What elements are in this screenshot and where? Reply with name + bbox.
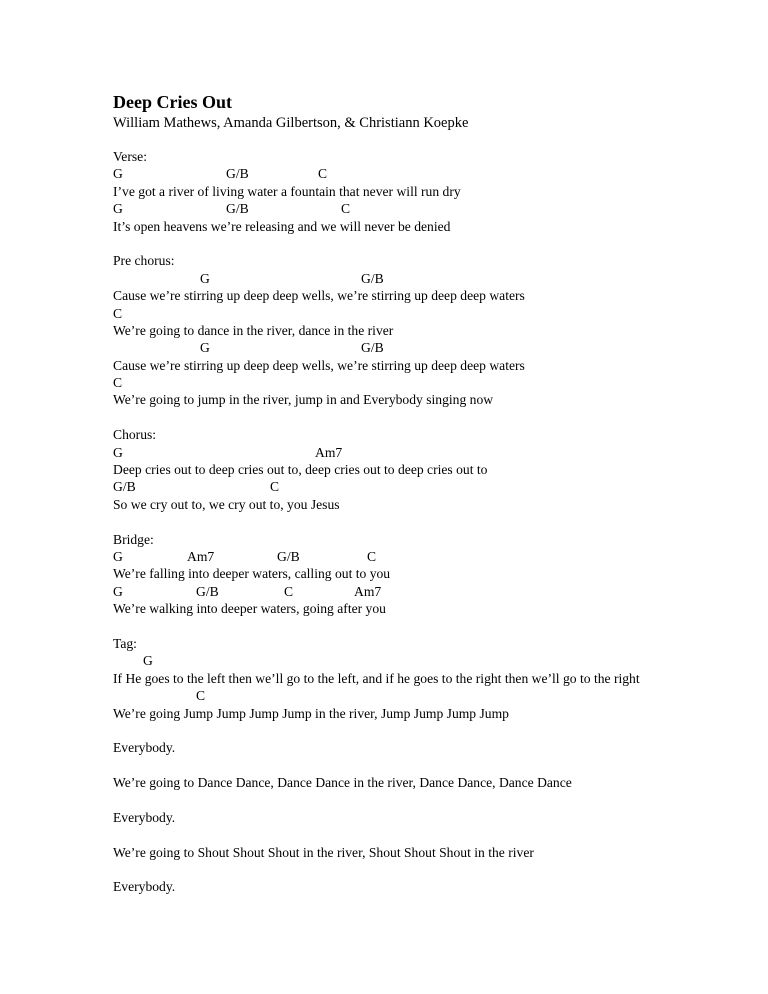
chord: C: [318, 166, 328, 182]
chord-line: [113, 444, 753, 461]
chord-line: [113, 548, 753, 565]
chord: G: [143, 653, 153, 669]
song-authors: William Mathews, Amanda Gilbertson, & Christiann Koepke: [113, 115, 469, 131]
chord-line: [113, 652, 753, 669]
chord: C: [367, 548, 377, 564]
section-label: Verse:: [113, 149, 147, 164]
lyric-line: We’re falling into deeper waters, calling out to you: [113, 566, 391, 582]
chord: G: [200, 270, 210, 286]
song-title: Deep Cries Out: [113, 92, 232, 112]
chord-line: [113, 687, 753, 704]
chord: C: [270, 479, 280, 495]
chord: C: [113, 375, 123, 391]
chord: G/B: [113, 479, 136, 495]
blank-line: [113, 791, 753, 808]
lyric-line: We’re walking into deeper waters, going after you: [113, 601, 386, 617]
section-label: Chorus:: [113, 427, 157, 443]
lyric-line: Cause we’re stirring up deep deep wells, we’re stirring up deep deep waters: [113, 288, 525, 304]
chord: G: [113, 583, 123, 599]
chord: G/B: [226, 201, 249, 217]
chord: G/B: [226, 166, 249, 182]
lyric-line: Everybody.: [113, 740, 176, 756]
chord: C: [284, 583, 294, 599]
chord-line: [113, 305, 753, 322]
blank-line: [113, 826, 753, 843]
chord: Am7: [187, 548, 215, 564]
chord: G: [113, 166, 123, 182]
chord: C: [196, 688, 206, 704]
chord-line: [113, 165, 753, 182]
blank-line: [113, 722, 753, 739]
lyric-line: Cause we’re stirring up deep deep wells, we’re stirring up deep deep waters: [113, 357, 525, 373]
chord: G: [200, 340, 210, 356]
blank-line: [113, 618, 753, 635]
chord-line: [113, 270, 753, 287]
chord: Am7: [315, 444, 343, 460]
lyric-line: We’re going Jump Jump Jump Jump in the river, Jump Jump Jump Jump: [113, 705, 509, 721]
lyric-line: It’s open heavens we’re releasing and we will never be denied: [113, 218, 451, 234]
lyric-line: So we cry out to, we cry out to, you Jesus: [113, 496, 340, 512]
chord: C: [113, 305, 123, 321]
blank-line: [113, 409, 753, 426]
blank-line: [113, 757, 753, 774]
chord-line: [113, 339, 753, 356]
lyric-line: If He goes to the left then we’ll go to the left, and if he goes to the right then we’ll go to the right: [113, 670, 640, 686]
chord: G: [113, 201, 123, 217]
lyric-line: Deep cries out to deep cries out to, deep cries out to deep cries out to: [113, 462, 488, 478]
chord: G/B: [196, 583, 219, 599]
chord: G/B: [277, 548, 300, 564]
lyric-line: Everybody.: [113, 879, 176, 895]
section-label: Bridge:: [113, 531, 154, 547]
lyric-line: Everybody.: [113, 809, 176, 825]
lyric-line: I’ve got a river of living water a fountain that never will run dry: [113, 183, 461, 199]
chord: G: [113, 444, 123, 460]
section-label: Pre chorus:: [113, 253, 175, 269]
chord: G/B: [361, 340, 384, 356]
lyric-line: We’re going to jump in the river, jump in and Everybody singing now: [113, 392, 494, 408]
lyric-line: We’re going to Dance Dance, Dance Dance in the river, Dance Dance, Dance Dance: [113, 775, 572, 791]
chord-line: [113, 478, 753, 495]
song-body: [113, 148, 753, 896]
lyric-line: We’re going to Shout Shout Shout in the river, Shout Shout Shout in the river: [113, 844, 534, 860]
blank-line: [113, 235, 753, 252]
chord: Am7: [354, 583, 382, 599]
blank-line: [113, 861, 753, 878]
chord: C: [341, 201, 351, 217]
blank-line: [113, 513, 753, 530]
lyric-line: We’re going to dance in the river, dance in the river: [113, 322, 394, 338]
chord-line: [113, 583, 753, 600]
chord: G: [113, 548, 123, 564]
chord-line: [113, 200, 753, 217]
chord: G/B: [361, 270, 384, 286]
section-label: Tag:: [113, 635, 137, 651]
chord-line: [113, 374, 753, 391]
